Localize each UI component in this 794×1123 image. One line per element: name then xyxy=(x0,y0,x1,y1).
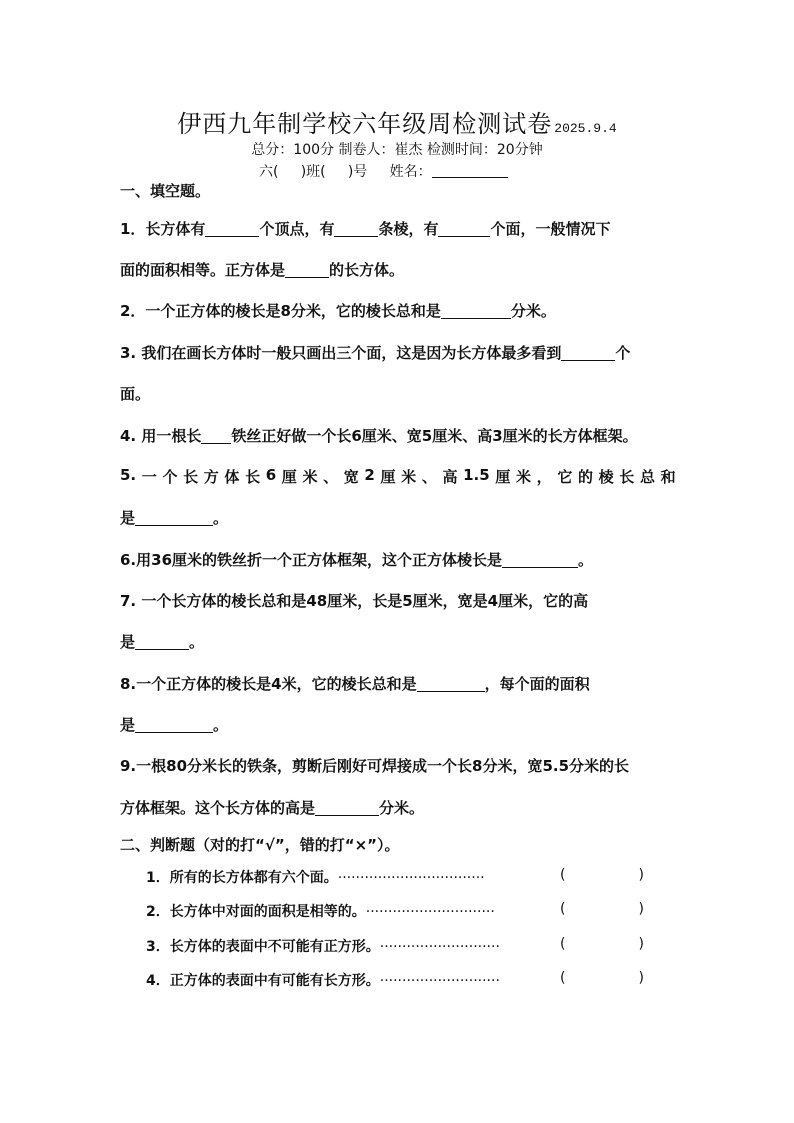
q3-blank[interactable] xyxy=(561,345,615,361)
q8-text-d: 。 xyxy=(213,716,229,734)
q5-word: 它 xyxy=(557,468,573,486)
q5-text-a: 是 xyxy=(120,509,136,527)
q5-word: 、 xyxy=(323,468,339,486)
q4-blank[interactable] xyxy=(201,428,231,444)
q9-text-a: 方体框架。这个长方体的高是 xyxy=(120,799,316,817)
q1-blank-vertices[interactable] xyxy=(205,221,259,237)
judge-item-4 xyxy=(146,970,500,990)
paren-open: ( xyxy=(560,901,566,917)
answer-paren-2[interactable] xyxy=(560,901,644,917)
q1-blank-cube[interactable] xyxy=(285,262,329,278)
answer-paren-4[interactable] xyxy=(560,970,644,986)
q2-text-b: 分米。 xyxy=(510,302,556,320)
q5-word: 的 xyxy=(577,468,593,486)
q7-line1: 7. 一个长方体的棱长总和是48厘米，长是5厘米，宽是4厘米，它的高 xyxy=(120,592,589,610)
q3-line2: 面。 xyxy=(120,385,151,403)
q3-text-a: 3. 我们在画长方体时一般只画出三个面，这是因为长方体最多看到 xyxy=(120,344,562,362)
answer-paren-3[interactable] xyxy=(560,936,644,952)
q1-text-b: 个顶点，有 xyxy=(259,220,335,238)
title-text: 伊西九年制学校六年级周检测试卷 xyxy=(177,110,553,138)
paren-open: ( xyxy=(560,970,566,986)
q9-line1: 9.一根80分米长的铁条，剪断后刚好可焊接成一个长8分米，宽5.5分米的长 xyxy=(120,757,630,775)
q5-word: 2 xyxy=(364,466,375,484)
q5-word: 5. xyxy=(120,466,137,484)
q8-text-a: 8.一个正方体的棱长是4米，它的棱长总和是 xyxy=(120,675,417,693)
student-info-line xyxy=(259,161,508,181)
q5-word: 米 xyxy=(516,468,532,486)
q6-blank[interactable] xyxy=(502,552,578,568)
judge-item-text: 4．正方体的表面中有可能有长方形。 xyxy=(146,973,380,989)
paren-close: ) xyxy=(638,970,644,986)
student-info-label: 六( )班( )号 姓名： xyxy=(259,164,432,180)
judge-item-text: 1．所有的长方体都有六个面。 xyxy=(146,870,338,886)
q6-text-b: 。 xyxy=(578,551,594,569)
paren-close: ) xyxy=(638,936,644,952)
q1-line2 xyxy=(120,259,676,280)
q8-line1 xyxy=(120,673,676,694)
paren-open: ( xyxy=(560,936,566,952)
q5-text-b: 。 xyxy=(213,509,229,527)
leader-dots: ································· xyxy=(337,870,485,886)
q9-line2 xyxy=(120,797,676,818)
q5-word: 长 xyxy=(245,468,261,486)
q1-blank-faces[interactable] xyxy=(438,221,490,237)
q5-word: 方 xyxy=(203,468,219,486)
q5-word: 棱 xyxy=(598,468,614,486)
q5-word: 、 xyxy=(421,468,437,486)
q4-line xyxy=(120,425,676,446)
q5-word: 厘 xyxy=(495,468,511,486)
q5-word: 长 xyxy=(183,468,199,486)
paren-close: ) xyxy=(638,901,644,917)
q3-text-b: 个 xyxy=(615,344,631,362)
q6-line xyxy=(120,549,676,570)
q4-text-a: 4. 用一根长 xyxy=(120,427,202,445)
q5-word: 体 xyxy=(224,468,240,486)
q5-word: 1.5 xyxy=(463,466,490,484)
q1-text-f: 的长方体。 xyxy=(329,261,405,279)
q5-word: 个 xyxy=(162,468,178,486)
q5-word: 和 xyxy=(660,468,676,486)
exam-date: 2025.9.4 xyxy=(554,121,617,136)
exam-title xyxy=(0,104,794,139)
q8-text-c: 是 xyxy=(120,716,136,734)
q5-word: 高 xyxy=(442,468,458,486)
q8-text-b: ，每个面的面积 xyxy=(484,675,590,693)
q5-word: 厘 xyxy=(281,468,297,486)
answer-paren-1[interactable] xyxy=(560,867,644,883)
judge-item-2 xyxy=(146,901,495,921)
q7-text-b: 。 xyxy=(189,633,205,651)
paren-close: ) xyxy=(638,867,644,883)
q7-line2 xyxy=(120,631,676,652)
q1-blank-edges[interactable] xyxy=(334,221,378,237)
exam-info: 总分：100分 制卷人：崔杰 检测时间：20分钟 xyxy=(251,142,543,158)
judge-item-text: 3．长方体的表面中不可能有正方形。 xyxy=(146,939,380,955)
judge-item-3 xyxy=(146,936,500,956)
paren-open: ( xyxy=(560,867,566,883)
q1-text-a: 1．长方体有 xyxy=(120,220,206,238)
q2-blank[interactable] xyxy=(441,303,511,319)
q5-blank[interactable] xyxy=(135,510,213,526)
q5-word: 米 xyxy=(302,468,318,486)
section2-heading: 二、判断题（对的打“√”，错的打“×”）。 xyxy=(120,836,400,854)
name-blank[interactable] xyxy=(432,163,508,178)
q5-line2 xyxy=(120,507,676,528)
q5-word: ， xyxy=(536,468,552,486)
q5-word: 总 xyxy=(639,468,655,486)
q8-line2 xyxy=(120,714,676,735)
leader-dots: ··························· xyxy=(379,939,500,955)
q6-text-a: 6.用36厘米的铁丝折一个正方体框架，这个正方体棱长是 xyxy=(120,551,503,569)
q5-word: 长 xyxy=(619,468,635,486)
q1-text-e: 面的面积相等。正方体是 xyxy=(120,261,286,279)
q5-word: 米 xyxy=(401,468,417,486)
q1-line1 xyxy=(120,218,676,239)
judge-item-1 xyxy=(146,867,485,887)
q2-text-a: 2．一个正方体的棱长是8分米，它的棱长总和是 xyxy=(120,302,441,320)
leader-dots: ··························· xyxy=(379,973,500,989)
q4-text-b: 铁丝正好做一个长6厘米、宽5厘米、高3厘米的长方体框架。 xyxy=(231,427,638,445)
q3-line1 xyxy=(120,342,676,363)
q5-line1 xyxy=(120,466,676,487)
q9-text-b: 分米。 xyxy=(379,799,425,817)
q7-blank[interactable] xyxy=(135,634,189,650)
judge-item-text: 2．长方体中对面的面积是相等的。 xyxy=(146,904,366,920)
leader-dots: ····························· xyxy=(365,904,495,920)
q1-text-c: 条棱，有 xyxy=(378,220,439,238)
q5-word: 厘 xyxy=(380,468,396,486)
q1-text-d: 个面，一般情况下 xyxy=(490,220,611,238)
q5-word: 6 xyxy=(265,466,277,484)
q2-line xyxy=(120,300,676,321)
section1-heading: 一、填空题。 xyxy=(120,182,211,200)
q5-word: 宽 xyxy=(343,468,359,486)
q8-blank-area[interactable] xyxy=(135,717,213,733)
q7-text-a: 是 xyxy=(120,633,136,651)
q5-word: 一 xyxy=(141,468,157,486)
q8-blank-sum[interactable] xyxy=(417,676,485,692)
q9-blank[interactable] xyxy=(315,800,379,816)
